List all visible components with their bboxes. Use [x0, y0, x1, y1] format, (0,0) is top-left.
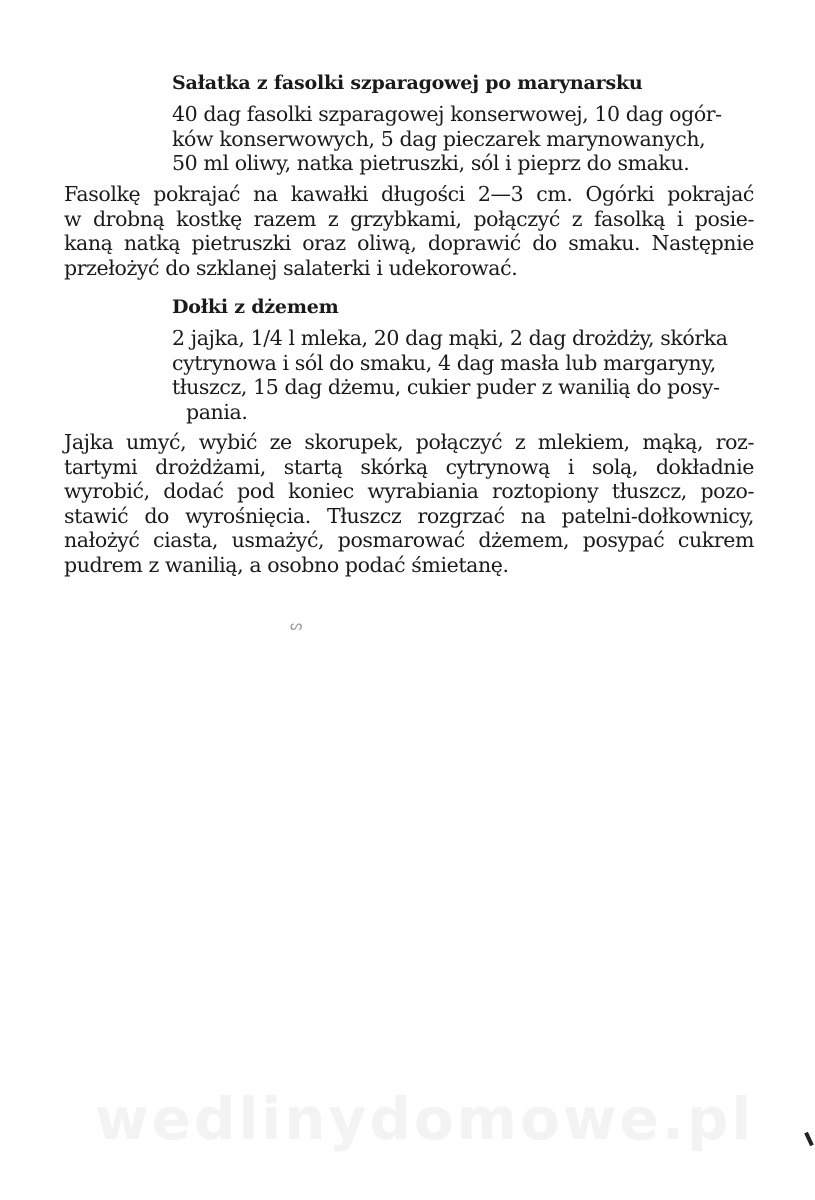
- ingredients-list: [172, 102, 752, 176]
- method-paragraph: [64, 430, 754, 578]
- ingredients-line: tłuszcz, 15 dag dżemu, cukier puder z wanilią do posy-: [172, 375, 720, 399]
- recipe-title: Sałatka z fasolki szparagowej po marynarsku: [172, 72, 643, 94]
- ingredients-line: 40 dag fasolki szparagowej konserwowej, 10 dag ogór-: [172, 102, 722, 126]
- ingredients-list: [172, 326, 752, 424]
- method-line: tartymi drożdżami, startą skórką cytrynową i solą, dokładnie: [64, 454, 754, 479]
- ingredients-line: ków konserwowych, 5 dag pieczarek marynowanych,: [172, 126, 706, 151]
- method-line: Jajka umyć, wybić ze skorupek, połączyć z mlekiem, mąką, roz-: [64, 430, 754, 454]
- ingredients-line: cytrynowa i sól do smaku, 4 dag masła lub margaryny,: [172, 350, 716, 375]
- method-line: Fasolkę pokrajać na kawałki długości 2—3 cm. Ogórki pokrajać: [64, 182, 754, 206]
- recipe-title: Dołki z dżemem: [172, 296, 339, 318]
- method-line: przełożyć do szklanej salaterki i udekorować.: [64, 255, 518, 280]
- method-line: pudrem z wanilią, a osobno podać śmietanę.: [64, 552, 509, 577]
- scan-edge-mark: [804, 1132, 814, 1146]
- method-line: w drobną kostkę razem z grzybkami, połączyć z fasolką i posie-: [64, 206, 754, 231]
- ingredients-line: 2 jajka, 1/4 l mleka, 20 dag mąki, 2 dag drożdży, skórka: [172, 326, 728, 350]
- scan-mark: ᔕ: [290, 618, 303, 634]
- method-line: kaną natką pietruszki oraz oliwą, doprawić do smaku. Następnie: [64, 231, 754, 256]
- ingredients-line: 50 ml oliwy, natka pietruszki, sól i pieprz do smaku.: [172, 151, 690, 175]
- method-paragraph: [64, 182, 754, 280]
- method-line: wyrobić, dodać pod koniec wyrabiania roztopiony tłuszcz, pozo-: [64, 479, 754, 504]
- watermark-text: wedlinydomowe.pl: [95, 1085, 755, 1153]
- method-line: stawić do wyrośnięcia. Tłuszcz rozgrzać na patelni-dołkownicy,: [64, 503, 754, 528]
- method-line: nałożyć ciasta, usmażyć, posmarować dżemem, posypać cukrem: [64, 528, 754, 553]
- ingredients-line: pania.: [186, 399, 248, 424]
